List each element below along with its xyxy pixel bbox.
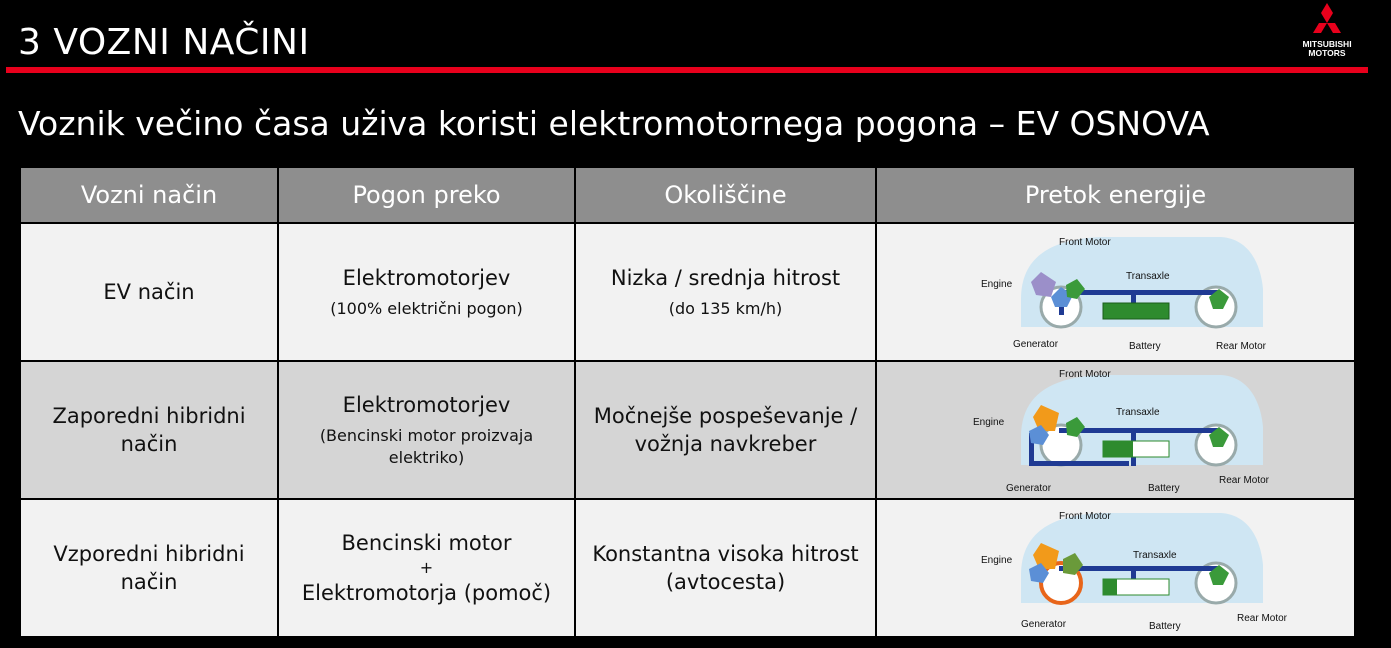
label-battery: Battery	[1128, 341, 1161, 352]
drive-main: Elektromotorjev	[342, 393, 511, 417]
drive-sub: (100% električni pogon)	[330, 299, 523, 318]
label-transaxle: Transaxle	[1132, 550, 1177, 561]
conditions-cell	[575, 361, 876, 499]
table-header-row	[20, 167, 1355, 223]
three-diamonds-icon	[1304, 2, 1350, 40]
table-row	[20, 223, 1355, 361]
label-rear-motor: Rear Motor	[1215, 341, 1266, 352]
label-rear-motor: Rear Motor	[1218, 475, 1269, 486]
energy-flow-cell	[876, 223, 1355, 361]
label-battery: Battery	[1148, 621, 1181, 632]
mode-label: Vzporedni hibridni način	[53, 542, 245, 594]
energy-flow-cell	[876, 499, 1355, 637]
drive-main-2: Elektromotorja (pomoč)	[301, 581, 552, 605]
drive-main: Bencinski motor	[341, 531, 512, 555]
label-transaxle: Transaxle	[1115, 407, 1160, 418]
conditions-cell	[575, 223, 876, 361]
page-title: 3 VOZNI NAČINI	[18, 22, 310, 63]
conditions-main: Nizka / srednja hitrost	[610, 266, 841, 290]
column-header-drive: Pogon preko	[278, 167, 575, 223]
mode-cell	[20, 361, 278, 499]
conditions-cell	[575, 499, 876, 637]
label-front-motor: Front Motor	[1058, 511, 1111, 522]
energy-flow-cell	[876, 361, 1355, 499]
logo-text-2: MOTORS	[1308, 48, 1346, 58]
mode-cell	[20, 223, 278, 361]
mode-label: Zaporedni hibridni način	[52, 404, 246, 456]
energy-flow-diagram-series	[951, 365, 1281, 495]
label-generator: Generator	[1005, 483, 1051, 494]
logo-text-1: MITSUBISHI	[1302, 39, 1352, 49]
page-subtitle: Voznik večino časa uživa koristi elektromotornega pogona – EV OSNOVA	[18, 104, 1210, 143]
label-engine: Engine	[980, 279, 1012, 290]
energy-flow-diagram-ev	[951, 227, 1281, 357]
driving-modes-table	[19, 166, 1356, 638]
label-engine: Engine	[980, 555, 1012, 566]
column-header-energy-flow: Pretok energije	[876, 167, 1355, 223]
conditions-main: Konstantna visoka hitrost (avtocesta)	[592, 542, 859, 594]
column-header-conditions: Okoliščine	[575, 167, 876, 223]
label-rear-motor: Rear Motor	[1236, 613, 1287, 624]
label-front-motor: Front Motor	[1058, 369, 1111, 380]
mitsubishi-logo	[1293, 2, 1361, 62]
mode-label: EV način	[103, 280, 195, 304]
conditions-main: Močnejše pospeševanje / vožnja navkreber	[593, 404, 858, 456]
drive-sub: (Bencinski motor proizvaja elektriko)	[319, 426, 534, 467]
drive-plus: +	[419, 558, 434, 577]
label-generator: Generator	[1020, 619, 1066, 630]
table-row	[20, 361, 1355, 499]
header-divider	[6, 67, 1368, 73]
drive-cell	[278, 223, 575, 361]
mode-cell	[20, 499, 278, 637]
conditions-sub: (do 135 km/h)	[668, 299, 783, 318]
label-transaxle: Transaxle	[1125, 271, 1170, 282]
drive-main: Elektromotorjev	[342, 266, 511, 290]
table-row	[20, 499, 1355, 637]
energy-flow-diagram-parallel	[951, 503, 1287, 633]
label-engine: Engine	[972, 417, 1004, 428]
drive-cell	[278, 499, 575, 637]
label-generator: Generator	[1012, 339, 1058, 350]
drive-cell	[278, 361, 575, 499]
column-header-mode: Vozni način	[20, 167, 278, 223]
label-battery: Battery	[1147, 483, 1180, 494]
label-front-motor: Front Motor	[1058, 237, 1111, 248]
